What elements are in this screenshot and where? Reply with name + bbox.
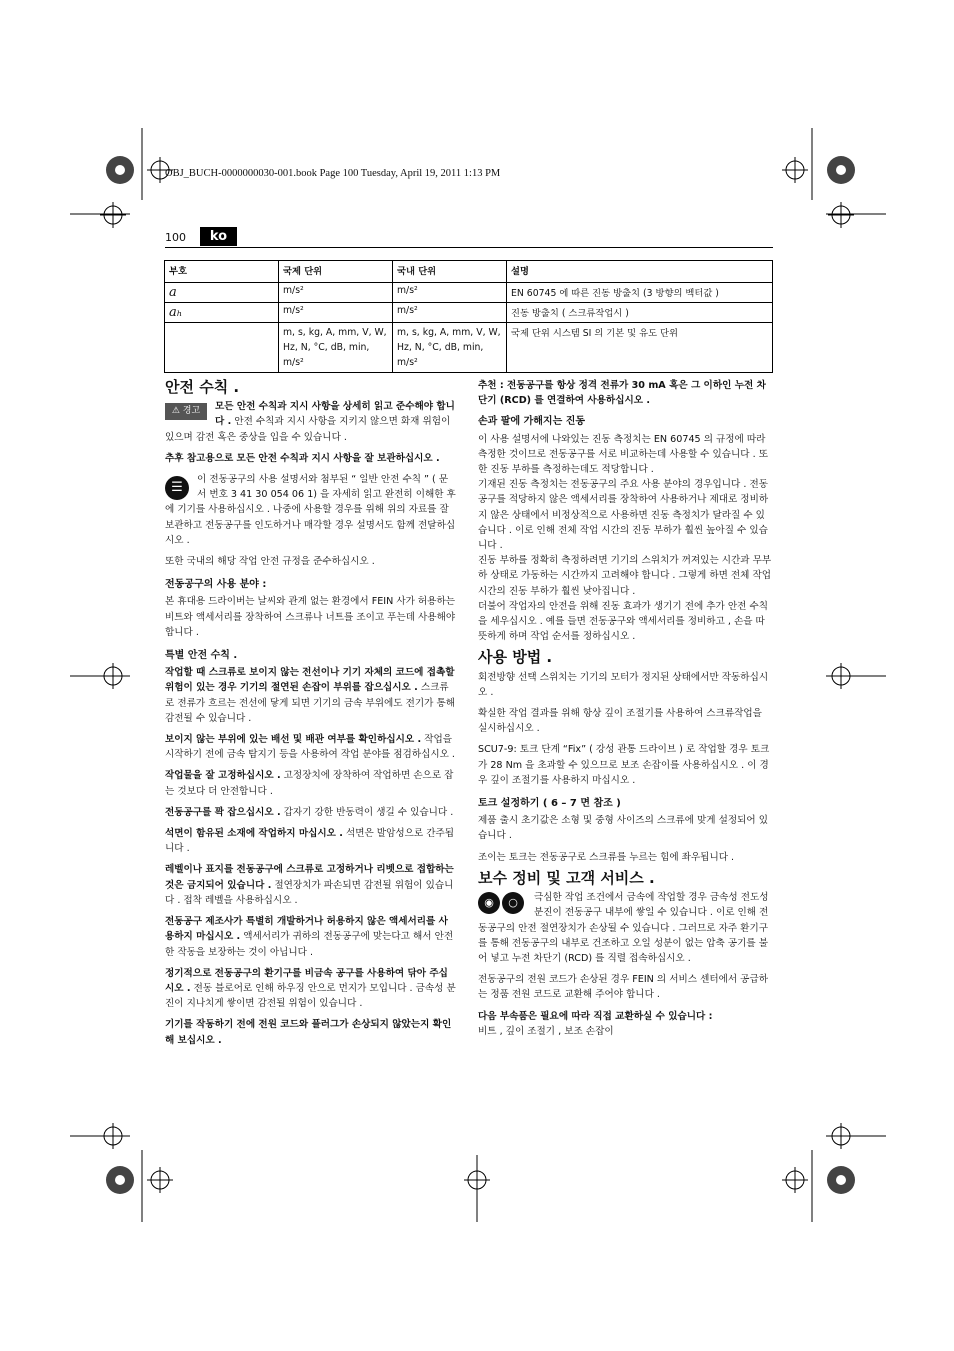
text: 이 전동공구의 사용 설명서와 첨부된 “ 일반 안전 수칙 ” ( 문서 번호 3 41 30 054 06 1) 을 자세히 읽고 완전히 이해한 후에 기기를 사용하십시오 . 나중에 사용할 경우를 위해 위의 자료를 잘 보관하고 전동공구를 인도하거나 매각할 경우 설명서도 함께 전달하십시오 .	[165, 474, 456, 546]
bold-text: 레벨이나 표지를 전동공구에 스크류로 고정하거나 리벳으로 접합하는 것은 금지되어 있습니다 .	[165, 864, 454, 891]
file-info-header: OBJ_BUCH-0000000030-001.book Page 100 Tuesday, April 19, 2011 1:13 PM	[165, 168, 501, 179]
right-column	[478, 378, 774, 1045]
table-cell: m/s²	[393, 303, 507, 323]
text: 작업을 시작하기 전에 금속 탐지기 등을 사용하여 작업 분야를 점검하십시오 .	[165, 734, 455, 761]
paragraph	[165, 768, 457, 798]
paragraph	[165, 399, 457, 445]
paragraph: 본 휴대용 드라이버는 날씨와 관계 없는 환경에서 FEIN 사가 허용하는 비트와 액세서리를 장착하여 스크류나 너트를 조이고 푸는데 사용해야 합니다 .	[165, 596, 456, 638]
paragraph	[478, 890, 774, 966]
table-cell: 진동 방출치 ( 스크류작업시 )	[507, 303, 773, 323]
bold-paragraph: 기기를 작동하기 전에 전원 코드와 플러그가 손상되지 않았는지 확인해 보십시오 .	[165, 1019, 452, 1046]
paragraph: 확실한 작업 결과를 위해 항상 깊이 조절기를 사용하여 스크류작업을 실시하십시오 .	[478, 708, 762, 735]
section-heading: 전동공구의 사용 분야 :	[165, 579, 267, 591]
bold-text: 보이지 않는 부위에 있는 배선 및 배관 여부를 확인하십시오 .	[165, 734, 422, 746]
text: 액세서리가 귀하의 전동공구에 맞는다고 해서 안전한 작동을 보장하는 것이 아닙니다 .	[165, 931, 454, 958]
left-column	[165, 378, 457, 1054]
section-heading: 특별 안전 수칙 .	[165, 650, 238, 662]
paragraph: 제품 출시 초기값은 소형 및 중형 사이즈의 스크류에 맞게 설정되어 있습니다 .	[478, 815, 768, 842]
warning-label: 경고	[182, 406, 201, 417]
text: 극심한 작업 조건에서 금속에 작업할 경우 금속성 전도성 분진이 전동공구 내부에 쌓일 수 있습니다 . 이로 인해 전동공구의 안전 절연장치가 손상될 수 있습니다 . 그러므로 자주 환기구를 통해 전동공구의 내부로 건조하고 오일 성분이 없는 압축 공기를 불어 넣고 누전 차단기 (RCD) 를 직렬 접속하십시오 .	[478, 892, 769, 964]
table-cell: 국제 단위 시스템 SI 의 기본 및 유도 단위	[507, 323, 773, 373]
bold-text: 작업물을 잘 고정하십시오 .	[165, 770, 281, 782]
paragraph	[165, 805, 457, 820]
bold-paragraph: 추천 : 전동공구를 항상 정격 전류가 30 mA 혹은 그 이하인 누전 차단기 (RCD) 를 연결하여 사용하십시오 .	[478, 380, 766, 407]
header-rule	[165, 247, 773, 248]
paragraph	[165, 914, 457, 960]
text: 스크류로 전류가 흐르는 전선에 닿게 되면 기기의 금속 부위에도 전기가 통해 감전될 수 있습니다 .	[165, 682, 455, 724]
symbol-table	[164, 260, 773, 373]
table-cell: m/s²	[279, 303, 393, 323]
table-header-cell: 설명	[507, 261, 773, 283]
bold-paragraph: 추후 참고용으로 모든 안전 수칙과 지시 사항을 잘 보관하십시오 .	[165, 452, 440, 464]
bold-text: 작업할 때 스크류로 보이지 않는 전선이나 기기 자체의 코드에 접촉할 위험이 있는 경우 기기의 절연된 손잡이 부위를 잡으십시오 .	[165, 667, 455, 694]
paragraph: 기재된 진동 측정치는 전동공구의 주요 사용 분야의 경우입니다 . 전동공구를 적당하지 않은 액세서리를 장착하여 사용하거나 제대로 정비하지 않은 상태에서 비정상적으로 사용하면 진동 측정치가 달라질 수 있습니다 . 이로 인해 전체 작업 시간의 진동 부하가 훨씬 높아질 수 있습니다 .	[478, 479, 769, 552]
paragraph: 전동공구의 전원 코드가 손상된 경우 FEIN 의 서비스 센터에서 공급하는 정품 전원 코드로 교환해 주어야 합니다 .	[478, 974, 768, 1001]
table-row	[165, 303, 773, 323]
paragraph	[165, 472, 457, 548]
safety-goggles-icon: ◉	[478, 892, 500, 914]
table-header-cell: 부호	[165, 261, 279, 283]
table-row	[165, 283, 773, 303]
bold-text: 정기적으로 전동공구의 환기구를 비금속 공구를 사용하여 닦아 주십시오 .	[165, 967, 448, 994]
bold-paragraph: 다음 부속품은 필요에 따라 직접 교환하실 수 있습니다 :	[478, 1010, 713, 1022]
bold-text: 전동공구 제조사가 특별히 개발하거나 허용하지 않은 액세서리를 사용하지 마십시오 .	[165, 916, 448, 943]
maintenance-title: 보수 정비 및 고객 서비스 .	[478, 868, 655, 887]
table-header-row	[165, 261, 773, 283]
paragraph	[165, 665, 457, 726]
section-heading: 손과 팔에 가해지는 진동	[478, 416, 586, 428]
paragraph: 진동 부하를 정확히 측정하려면 기기의 스위치가 꺼져있는 시간과 무부하 상태로 가동하는 시간까지 고려해야 합니다 . 그렇게 하면 전체 작업 시간의 진동 부하가 훨씬 낮아집니다 .	[478, 555, 772, 597]
table-cell: aₕ	[165, 303, 279, 323]
paragraph: 또한 국내의 해당 작업 안전 규정을 준수하십시오 .	[165, 556, 375, 568]
page-number: 100	[165, 231, 186, 244]
paragraph	[165, 732, 457, 762]
ppe-icons	[478, 892, 526, 914]
paragraph: 조이는 토크는 전동공구로 스크류를 누르는 힘에 좌우됩니다 .	[478, 851, 735, 863]
table-cell: a	[165, 283, 279, 303]
table-header-cell: 국내 단위	[393, 261, 507, 283]
table-cell: m/s²	[279, 283, 393, 303]
usage-title: 사용 방법 .	[478, 648, 553, 667]
paragraph	[165, 826, 457, 856]
table-cell: m, s, kg, A, mm, V, W, Hz, N, °C, dB, min, m/s²	[279, 323, 393, 373]
table-cell	[165, 323, 279, 373]
table-cell: EN 60745 에 따른 진동 방출치 (3 방향의 벡터값 )	[507, 283, 773, 303]
paragraph: 회전방향 선택 스위치는 기기의 모터가 정지된 상태에서만 작동하십시오 .	[478, 671, 769, 698]
text: 석면은 발암성으로 간주됩니다 .	[165, 828, 454, 855]
paragraph: 이 사용 설명서에 나와있는 진동 측정치는 EN 60745 의 규정에 따라 측정한 것이므로 전동공구를 서로 비교하는데 사용할 수 있습니다 . 또한 진동 부하를 측정하는데도 적당합니다 .	[478, 433, 768, 476]
text: 안전 수칙과 지시 사항을 지키지 않으면 화재 위험이 있으며 감전 혹은 중상을 입을 수 있습니다 .	[165, 416, 451, 443]
text: 갑자기 강한 반동력이 생길 수 있습니다 .	[280, 806, 454, 818]
table-row	[165, 323, 773, 373]
bold-text: 석면이 함유된 소재에 작업하지 마십시오 .	[165, 828, 343, 840]
section-heading: 토크 설정하기 ( 6 – 7 면 참조 )	[478, 798, 621, 810]
ear-protection-icon: ○	[502, 892, 524, 914]
language-badge: ko	[200, 227, 237, 246]
paragraph: SCU7-9: 토크 단계 “Fix” ( 강성 관통 드라이브 ) 로 작업할 경우 토크가 28 Nm 을 초과할 수 있으므로 보조 손잡이를 사용하십시오 . 이 경우 깊이 조절기를 사용하지 마십시오 .	[478, 744, 770, 786]
paragraph	[165, 862, 457, 908]
text: 절연장치가 파손되면 감전될 위험이 있습니다 . 접착 레벨을 사용하십시오 .	[165, 879, 454, 906]
safety-title: 안전 수칙 .	[165, 378, 240, 396]
bold-text: 전동공구를 꽉 잡으십시오 .	[165, 806, 281, 818]
text: 전동 블로어로 인해 하우징 안으로 먼지가 모입니다 . 금속성 분진이 지나치게 쌓이면 감전될 위험이 있습니다 .	[165, 982, 456, 1010]
text: 고정장치에 장착하여 작업하면 손으로 잡는 것보다 더 안전합니다 .	[165, 770, 454, 797]
paragraph	[165, 966, 457, 1012]
table-cell: m/s²	[393, 283, 507, 303]
warning-triangle-icon: ⚠ 경고	[165, 403, 207, 420]
paragraph: 더불어 작업자의 안전을 위해 진동 효과가 생기기 전에 추가 안전 수칙을 세우십시오 . 예를 들면 전동공구와 액세서리를 정비하고 , 손을 따뜻하게 하며 작업 순서를 정하십시오 .	[478, 600, 768, 643]
table-header-cell: 국제 단위	[279, 261, 393, 283]
read-manual-icon: ☰	[165, 476, 189, 500]
paragraph: 비트 , 깊이 조절기 , 보조 손잡이	[478, 1025, 614, 1037]
bold-text: 모든 안전 수칙과 지시 사항을 상세히 읽고 준수해야 합니다 .	[215, 401, 455, 428]
table-cell: m, s, kg, A, mm, V, W, Hz, N, °C, dB, min, m/s²	[393, 323, 507, 373]
